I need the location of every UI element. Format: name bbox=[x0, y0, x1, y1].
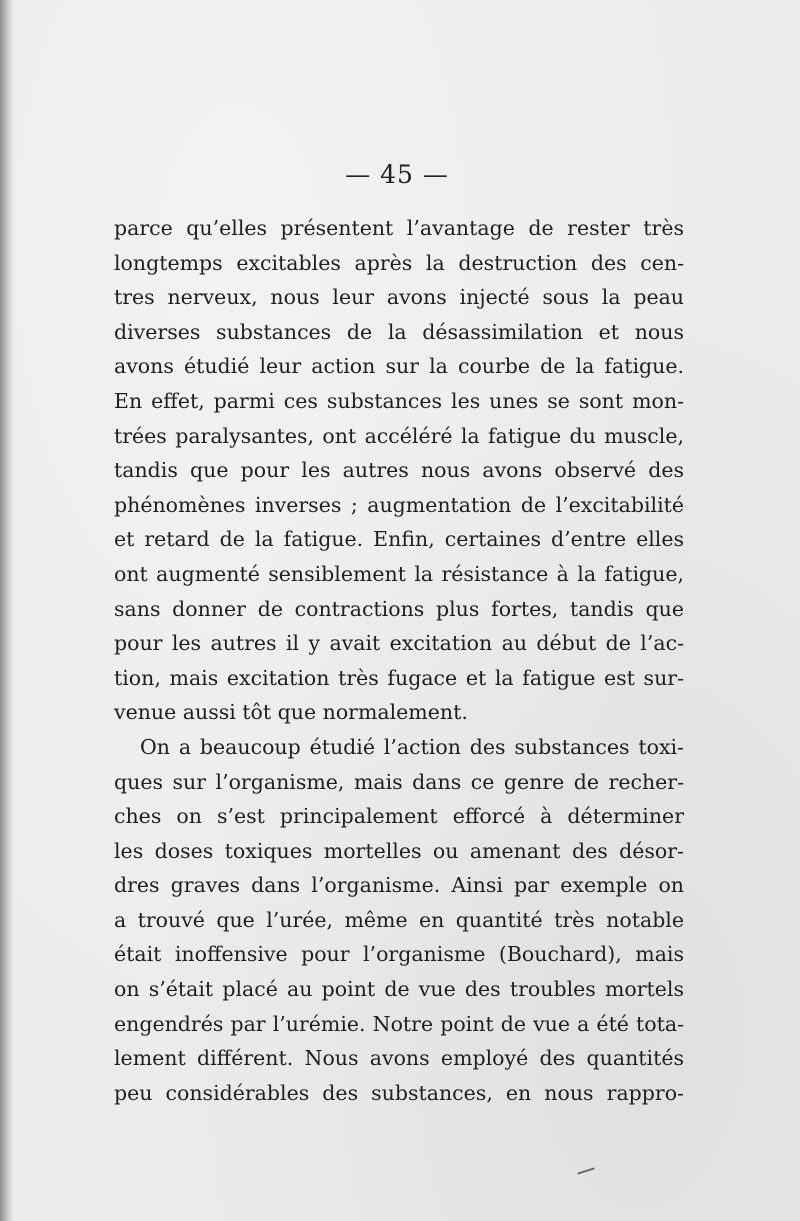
page-number: — 45 — bbox=[345, 160, 449, 189]
paragraph-start-line: On a beaucoup étudié l’action des substances toxi- bbox=[140, 734, 684, 759]
body-text bbox=[114, 211, 684, 1110]
text-line: longtemps excitables après la destruction des cen- bbox=[114, 250, 684, 275]
text-line: pour les autres il y avait excitation au début de l’ac- bbox=[114, 631, 684, 656]
text-line: ches on s’est principalement efforcé à déterminer bbox=[114, 804, 684, 829]
text-line: et retard de la fatigue. Enfin, certaines d’entre elles bbox=[114, 527, 684, 552]
text-line: ques sur l’organisme, mais dans ce genre de recher- bbox=[114, 769, 684, 794]
text-line: a trouvé que l’urée, même en quantité très notable bbox=[114, 907, 684, 932]
text-line: parce qu’elles présentent l’avantage de rester très bbox=[114, 216, 684, 240]
text-line: lement différent. Nous avons employé des quantités bbox=[114, 1046, 684, 1071]
text-line: ont augmenté sensiblement la résistance à la fatigue, bbox=[114, 561, 684, 586]
ink-mark bbox=[577, 1167, 595, 1174]
text-line: engendrés par l’urémie. Notre point de vue a été tota- bbox=[114, 1011, 684, 1036]
text-line: les doses toxiques mortelles ou amenant des désor- bbox=[114, 838, 684, 863]
text-line: trées paralysantes, ont accéléré la fatigue du muscle, bbox=[114, 423, 684, 448]
text-line: on s’était placé au point de vue des troubles mortels bbox=[114, 977, 684, 1002]
text-line: était inoffensive pour l’organisme (Bouchard), mais bbox=[114, 942, 684, 967]
text-line: tres nerveux, nous leur avons injecté sous la peau bbox=[114, 285, 684, 310]
text-line: diverses substances de la désassimilation et nous bbox=[114, 319, 684, 344]
text-line: dres graves dans l’organisme. Ainsi par exemple on bbox=[114, 873, 684, 898]
text-line: tandis que pour les autres nous avons observé des bbox=[114, 458, 684, 483]
text-line: peu considérables des substances, en nous rappro- bbox=[114, 1080, 684, 1105]
text-line: En effet, parmi ces substances les unes se sont mon- bbox=[114, 388, 684, 413]
text-line: avons étudié leur action sur la courbe de la fatigue. bbox=[114, 354, 684, 379]
text-line: phénomènes inverses ; augmentation de l’excitabilité bbox=[114, 492, 684, 517]
paragraph-end-line: venue aussi tôt que normalement. bbox=[114, 700, 468, 725]
text-line: sans donner de contractions plus fortes, tandis que bbox=[114, 596, 684, 621]
text-line: tion, mais excitation très fugace et la fatigue est sur- bbox=[114, 665, 684, 690]
